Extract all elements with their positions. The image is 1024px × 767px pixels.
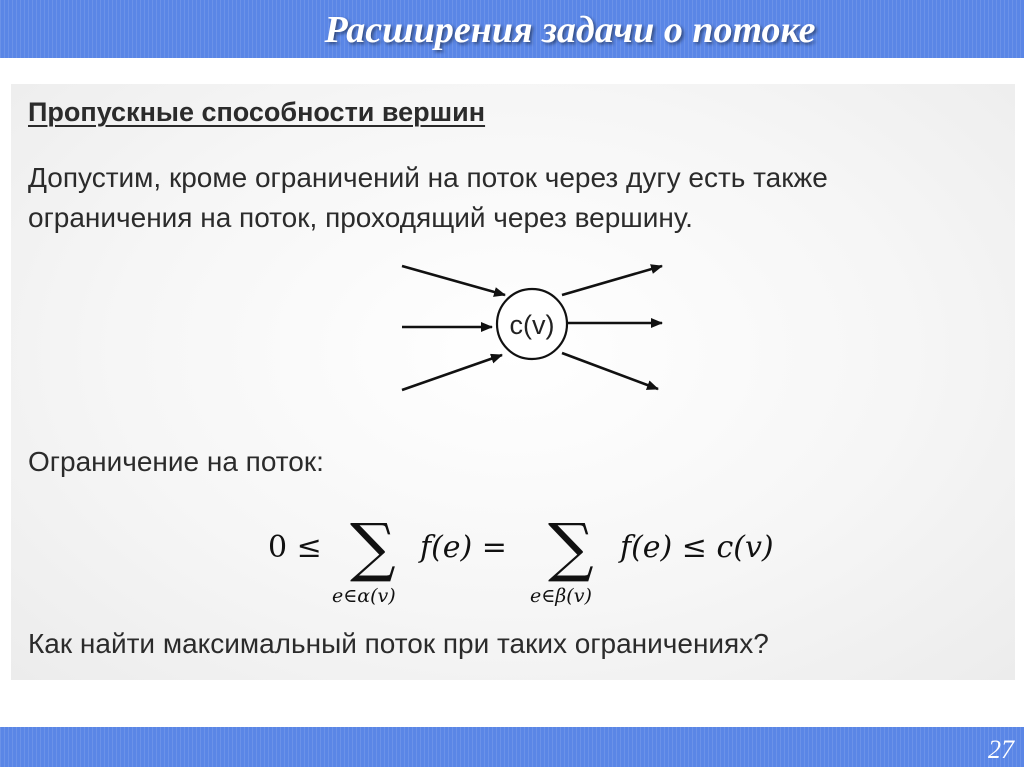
section-heading: Пропускные способности вершин [28,97,486,127]
incoming-arrow-top [402,266,505,295]
flow-constraint-formula [260,505,820,615]
sum-symbol-right: ∑ [548,511,594,585]
formula-lower-bound: 0 ≤ [268,530,322,565]
footer-bar [0,727,1024,767]
paragraph-line-1: Допустим, кроме ограничений на поток через дугу есть также [28,162,828,193]
sum-index-right: e∈β(v) [530,585,592,607]
formula-term-2: f(e) ≤ c(v) [620,530,774,565]
constraint-label: Ограничение на поток: [28,446,324,477]
vertex-capacity-diagram [380,250,680,400]
sum-symbol-left: ∑ [350,511,396,585]
slide-title: Расширения задачи о потоке [324,9,816,51]
formula-term-1: f(e) = [420,530,507,565]
sum-index-left: e∈α(v) [332,585,396,607]
outgoing-arrow-top [562,266,662,295]
description-paragraph [28,158,1018,238]
page-number: 27 [988,735,1014,764]
outgoing-arrow-bottom [562,353,658,389]
incoming-arrow-bottom [402,355,502,390]
paragraph-line-2: ограничения на поток, проходящий через вершину. [28,202,693,233]
question-text: Как найти максимальный поток при таких ограничениях? [28,628,769,659]
vertex-capacity-label: c(v) [509,310,555,340]
